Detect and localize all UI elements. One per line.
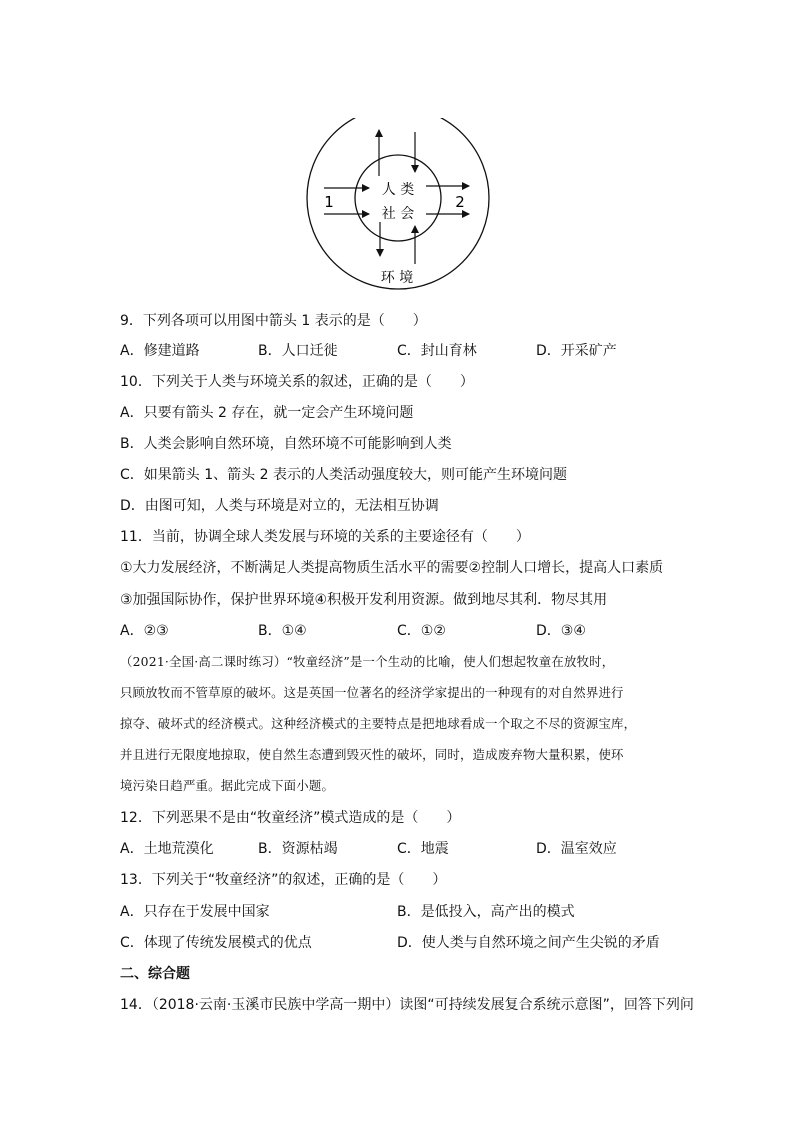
passage-line-5: 境污染日趋严重。据此完成下面小题。	[120, 778, 335, 793]
q13-option-b: B．是低投入，高产出的模式	[397, 904, 575, 920]
q13-option-c: C．体现了传统发展模式的优点	[120, 935, 312, 951]
q10-option-c: C．如果箭头 1、箭头 2 表示的人类活动强度较大，则可能产生环境问题	[120, 467, 567, 483]
q9-option-a: A．修建道路	[120, 343, 200, 359]
inner-label-1: 人 类	[381, 182, 415, 198]
question-12-options	[120, 839, 720, 859]
inner-label-2: 社 会	[381, 206, 415, 222]
question-11-options	[120, 621, 720, 641]
q11-option-d: D．③④	[536, 623, 586, 639]
arrow-1-label: 1	[324, 193, 334, 211]
q11-statement-line-2: ③加强国际协作，保护世界环境④积极开发利用资源。做到地尽其利．物尽其用	[120, 592, 608, 608]
q12-option-d: D．温室效应	[536, 841, 617, 857]
q11-option-b: B．①④	[258, 623, 307, 639]
q9-option-d: D．开采矿产	[536, 343, 617, 359]
q11-option-c: C．①②	[397, 623, 446, 639]
q9-option-b: B．人口迁徙	[258, 343, 338, 359]
question-9-options	[120, 341, 720, 361]
passage-line-3: 掠夺、破坏式的经济模式。这种经济模式的主要特点是把地球看成一个取之不尽的资源宝库，	[120, 716, 637, 731]
q9-option-c: C．封山育林	[397, 343, 477, 359]
arrow-2-label: 2	[455, 193, 465, 211]
outer-label: 环 境	[380, 270, 414, 286]
question-13-options-row-1	[120, 902, 720, 922]
passage-line-4: 并且进行无限度地掠取，使自然生态遭到毁灭性的破坏，同时，造成废弃物大量积累，使环	[120, 747, 624, 762]
human-environment-diagram	[302, 118, 494, 290]
q10-option-a: A．只要有箭头 2 存在，就一定会产生环境问题	[120, 405, 414, 421]
question-9-stem: 9．下列各项可以用图中箭头 1 表示的是（ ）	[120, 313, 427, 329]
question-12-stem: 12．下列恶果不是由“牧童经济”模式造成的是（ ）	[120, 810, 461, 826]
q11-statement-line-1: ①大力发展经济，不断满足人类提高物质生活水平的需要②控制人口增长，提高人口素质	[120, 560, 664, 576]
question-10-stem: 10．下列关于人类与环境关系的叙述，正确的是（ ）	[120, 374, 474, 390]
q12-option-c: C．地震	[397, 841, 449, 857]
section-heading: 二、综合题	[120, 966, 190, 982]
q12-option-b: B．资源枯竭	[258, 841, 338, 857]
q10-option-d: D．由图可知，人类与环境是对立的，无法相互协调	[120, 498, 439, 514]
q13-option-a: A．只存在于发展中国家	[120, 904, 270, 920]
q10-option-b: B．人类会影响自然环境，自然环境不可能影响到人类	[120, 436, 452, 452]
question-14-stem: 14．（2018·云南·玉溪市民族中学高一期中）读图“可持续发展复合系统示意图”，回答下列问	[120, 997, 694, 1013]
passage-line-1: （2021·全国·高二课时练习）“牧童经济”是一个生动的比喻，使人们想起牧童在放牧时，	[120, 654, 615, 669]
q13-option-d: D．使人类与自然环境之间产生尖锐的矛盾	[397, 935, 660, 951]
passage-line-2: 只顾放牧而不管草原的破坏。这是英国一位著名的经济学家提出的一种现有的对自然界进行	[120, 685, 624, 700]
society-circle	[355, 155, 441, 241]
diagram-svg	[302, 118, 494, 290]
q12-option-a: A．土地荒漠化	[120, 841, 214, 857]
question-11-stem: 11．当前，协调全球人类发展与环境的关系的主要途径有（ ）	[120, 529, 530, 545]
q11-option-a: A．②③	[120, 623, 169, 639]
question-13-stem: 13．下列关于“牧童经济”的叙述，正确的是（ ）	[120, 872, 447, 888]
question-13-options-row-2	[120, 933, 720, 953]
